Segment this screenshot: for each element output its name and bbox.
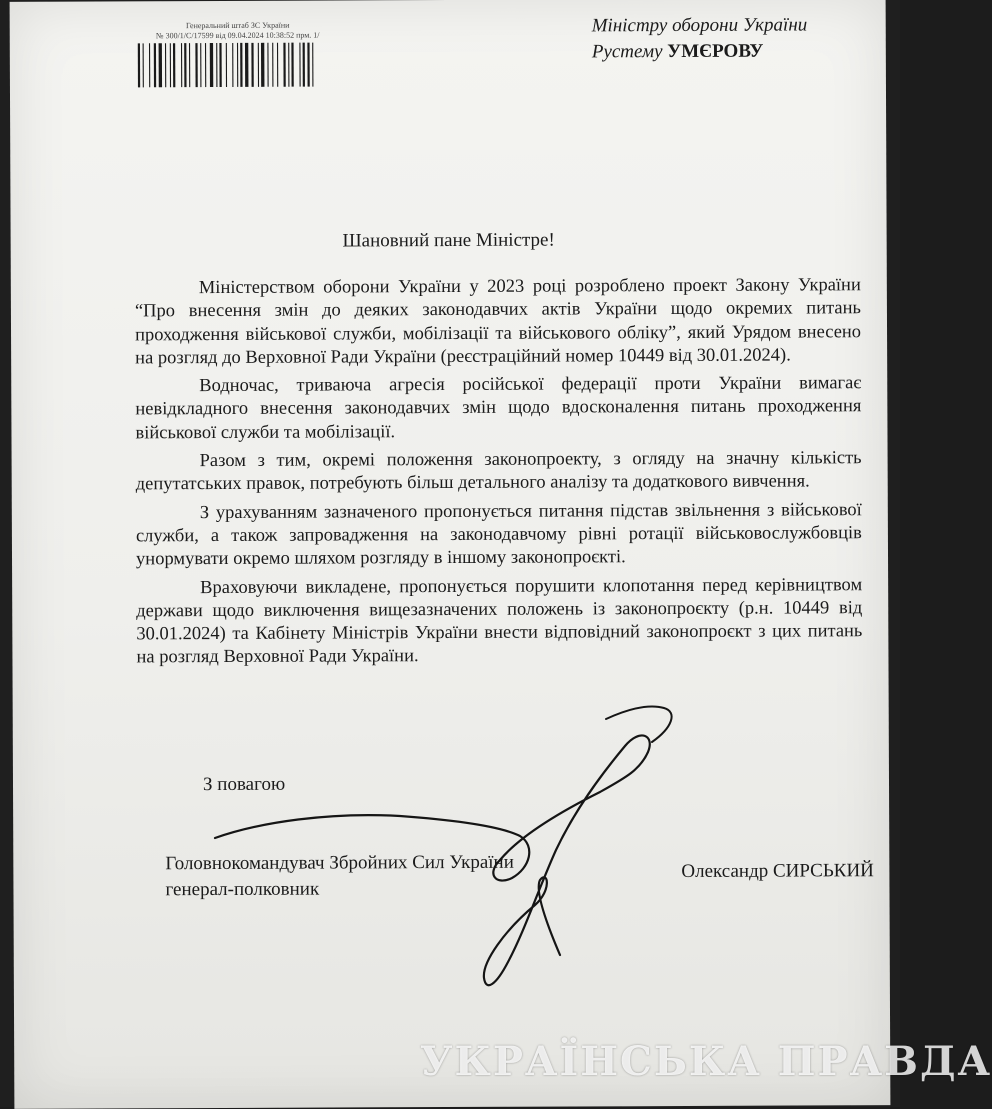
barcode-bar bbox=[226, 43, 227, 87]
recipient-block bbox=[592, 12, 852, 65]
barcode-bar bbox=[245, 43, 248, 87]
barcode-bar bbox=[159, 43, 162, 87]
barcode-bar bbox=[219, 43, 221, 87]
barcode-bar bbox=[195, 43, 197, 87]
barcode-bar bbox=[200, 43, 201, 87]
paragraph-3: Разом з тим, окремі положення законопроекту, з огляду на значну кількість депутатських правок, потребують більш детального аналізу та додаткового вивчення. bbox=[135, 448, 862, 495]
barcode-bar bbox=[181, 43, 182, 87]
barcode-bar bbox=[312, 43, 313, 87]
barcode-bar bbox=[210, 43, 213, 87]
registration-number: № 300/1/С/17599 від 09.04.2024 10:38:52 прм. 1/ bbox=[155, 30, 320, 41]
barcode-bar bbox=[303, 43, 305, 87]
barcode-bar bbox=[165, 43, 166, 87]
barcode-bar bbox=[173, 43, 175, 87]
paragraph-4: З урахуванням зазначеного пропонується питання підстав звільнення з військової служби, а також запровадження на законодавчому рівні ротації військовослужбовців унормувати окремо шляхом розгляду в іншому законопроєкті. bbox=[135, 499, 862, 570]
barcode bbox=[136, 42, 350, 87]
barcode-bar bbox=[261, 43, 264, 87]
signer-name: Олександр СИРСЬКИЙ bbox=[681, 860, 874, 882]
signer-rank: генерал-полковник bbox=[165, 878, 320, 901]
barcode-bar bbox=[307, 43, 309, 87]
barcode-bar bbox=[291, 43, 293, 87]
recipient-surname: УМЄРОВУ bbox=[667, 40, 764, 63]
barcode-bar bbox=[237, 43, 238, 87]
letter-sheet bbox=[10, 0, 891, 1109]
paragraph-1: Міністерством оборони України у 2023 році розроблено проект Закону України “Про внесення змін до деяких законодавчих актів України щодо окремих питань проходження військової служби, мобілізації та військового обліку”, який Урядом внесено на розгляд до Верховної Ради України (реєстраційний номер 10449 від 30.01.2024). bbox=[134, 275, 862, 369]
barcode-bar bbox=[299, 43, 300, 87]
barcode-bar bbox=[149, 43, 150, 87]
barcode-bar bbox=[154, 43, 156, 87]
barcode-bar bbox=[216, 43, 217, 87]
letter-body bbox=[135, 274, 863, 675]
barcode-bar bbox=[138, 43, 140, 87]
paragraph-5: Враховуючи викладене, пропонується порушити клопотання перед керівництвом держави щодо виключення вищезазначених положень із законопроєкту (р.н. 10449 від 30.01.2024) та Кабінету Міністрів України внести відповідний законопроєкт з цих питань на розгляд Верховної Ради України. bbox=[136, 574, 863, 668]
barcode-bar bbox=[258, 43, 259, 87]
barcode-bar bbox=[143, 43, 144, 87]
barcode-bar bbox=[272, 43, 273, 87]
barcode-bar bbox=[170, 43, 171, 87]
recipient-position: Міністру оборони України bbox=[591, 14, 808, 37]
registration-stamp bbox=[128, 20, 348, 41]
paragraph-2: Водночас, триваюча агресія російської федерації проти України вимагає невідкладного внесення законодавчих змін щодо вдосконалення питань проходження військової служби та мобілізації. bbox=[135, 373, 862, 444]
registration-org: Генеральний штаб ЗС України bbox=[185, 20, 290, 31]
closing-phrase: З повагою bbox=[202, 773, 286, 796]
recipient-name bbox=[592, 38, 852, 65]
barcode-bar bbox=[189, 43, 190, 87]
barcode-bar bbox=[232, 43, 233, 87]
signer-title bbox=[165, 850, 514, 904]
barcode-bar bbox=[251, 43, 253, 87]
recipient-first-name: Рустему bbox=[591, 41, 668, 63]
barcode-bar bbox=[283, 43, 285, 87]
barcode-bar bbox=[277, 43, 278, 87]
barcode-bar bbox=[205, 43, 206, 87]
barcode-bar bbox=[267, 43, 268, 87]
signer-position: Головнокомандувач Збройних Сил України bbox=[165, 851, 514, 875]
barcode-bar bbox=[288, 43, 289, 87]
publisher-watermark: УКРАЇНСЬКА ПРАВДА bbox=[420, 1038, 992, 1085]
barcode-bar bbox=[184, 43, 186, 87]
salutation: Шановний пане Міністре! bbox=[342, 229, 555, 252]
barcode-bar bbox=[240, 43, 242, 87]
